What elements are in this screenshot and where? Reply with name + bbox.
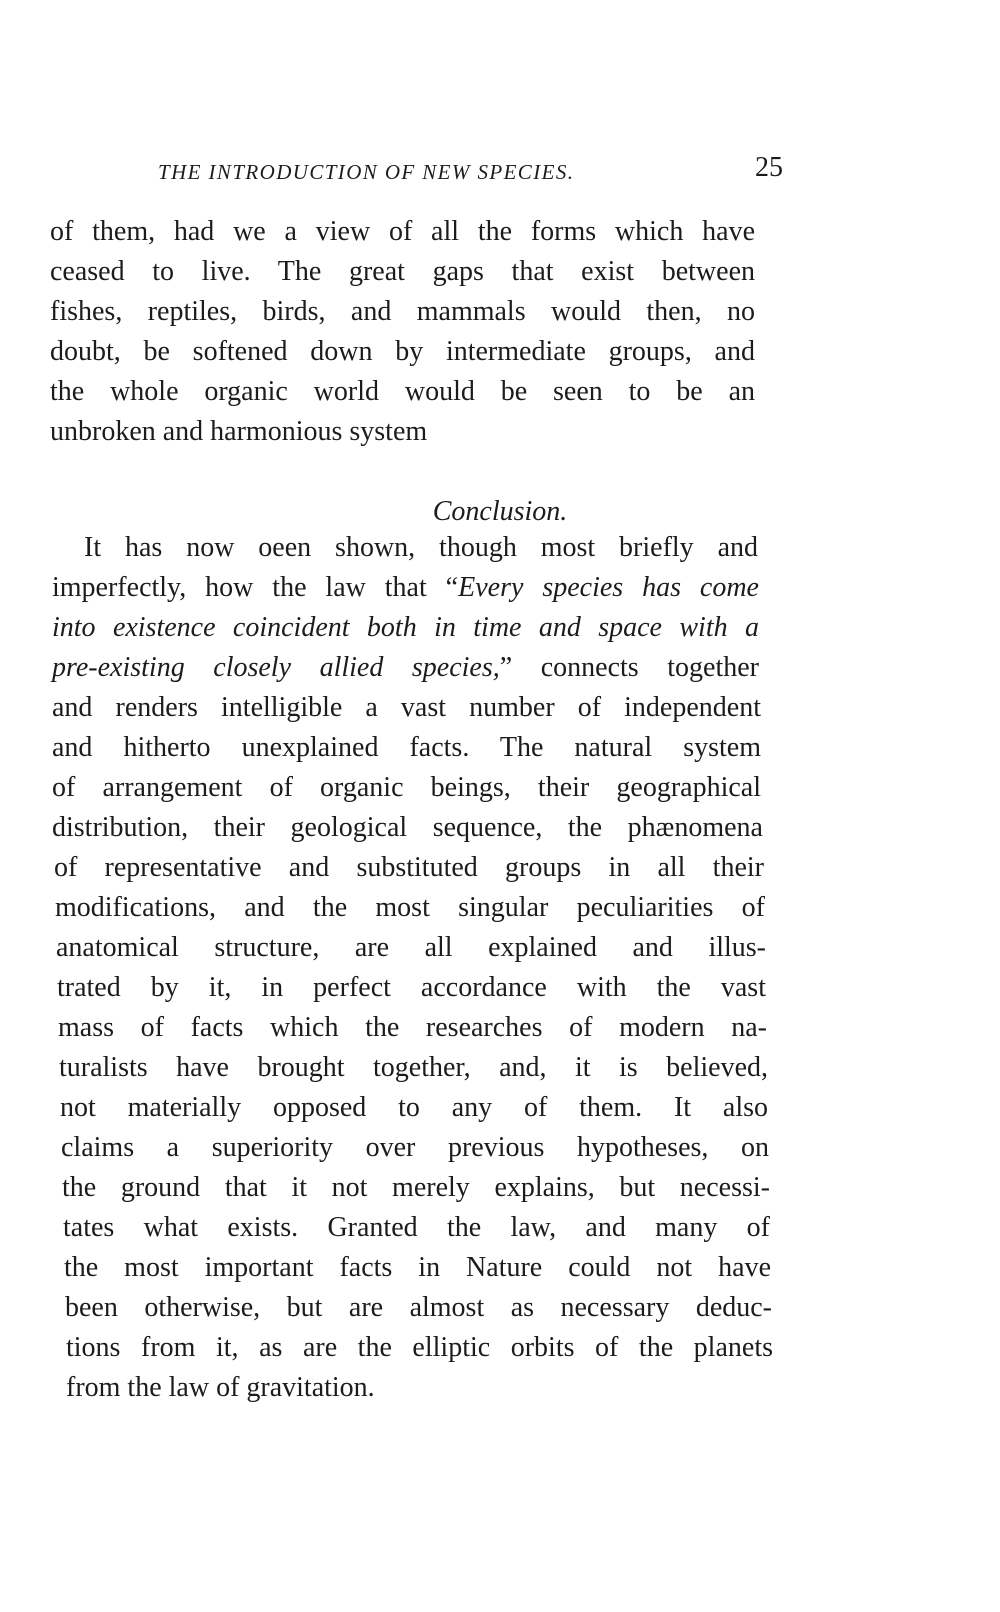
italic-quote-segment: Every species has come [458, 572, 759, 603]
text-line: doubt, be softened down by intermediate groups, and [50, 336, 755, 367]
text-line: and renders intelligible a vast number of independent [52, 692, 761, 723]
text-line: fishes, reptiles, birds, and mammals would then, no [50, 296, 755, 327]
text-line: been otherwise, but are almost as necessary deduc- [65, 1292, 772, 1323]
text-line: anatomical structure, are all explained and illus- [56, 932, 766, 963]
italic-quote-segment: pre-existing closely allied species, [52, 652, 500, 683]
section-heading: Conclusion. [432, 496, 568, 527]
text-line: of representative and substituted groups in all their [54, 852, 764, 883]
text-line: modifications, and the most singular peculiarities of [55, 892, 765, 923]
text-segment: imperfectly, how the law that “ [52, 572, 459, 603]
text-line: and hitherto unexplained facts. The natural system [52, 732, 761, 763]
text-line: not materially opposed to any of them. It also [60, 1092, 768, 1123]
text-line: tions from it, as are the elliptic orbits of the planets [66, 1332, 773, 1363]
text-line: from the law of gravitation. [66, 1372, 375, 1403]
text-line: of arrangement of organic beings, their geographical [52, 772, 761, 803]
text-line: turalists have brought together, and, it is believed, [59, 1052, 768, 1083]
text-line: distribution, their geological sequence, the phænomena [52, 812, 763, 843]
italic-quote-line: into existence coincident both in time and space with a [52, 612, 759, 643]
text-line: trated by it, in perfect accordance with the vast [57, 972, 766, 1003]
text-line: ceased to live. The great gaps that exist between [50, 256, 755, 287]
text-line: claims a superiority over previous hypotheses, on [61, 1132, 769, 1163]
text-line: unbroken and harmonious system [50, 416, 428, 447]
text-line: mass of facts which the researches of modern na- [58, 1012, 767, 1043]
text-line: the most important facts in Nature could not have [64, 1252, 771, 1283]
page-number: 25 [755, 152, 783, 183]
text-line: the ground that it not merely explains, but necessi- [62, 1172, 770, 1203]
text-line: of them, had we a view of all the forms which have [50, 216, 755, 247]
text-line-mixed [52, 650, 759, 686]
text-line: tates what exists. Granted the law, and many of [63, 1212, 770, 1243]
text-segment: ” connects together [499, 652, 759, 683]
running-title: THE INTRODUCTION OF NEW SPECIES. [158, 160, 575, 184]
running-header [158, 152, 783, 192]
text-line-mixed [52, 570, 759, 606]
text-line: It has now oeen shown, though most briefly and [84, 532, 758, 563]
text-line: the whole organic world would be seen to be an [50, 376, 755, 407]
